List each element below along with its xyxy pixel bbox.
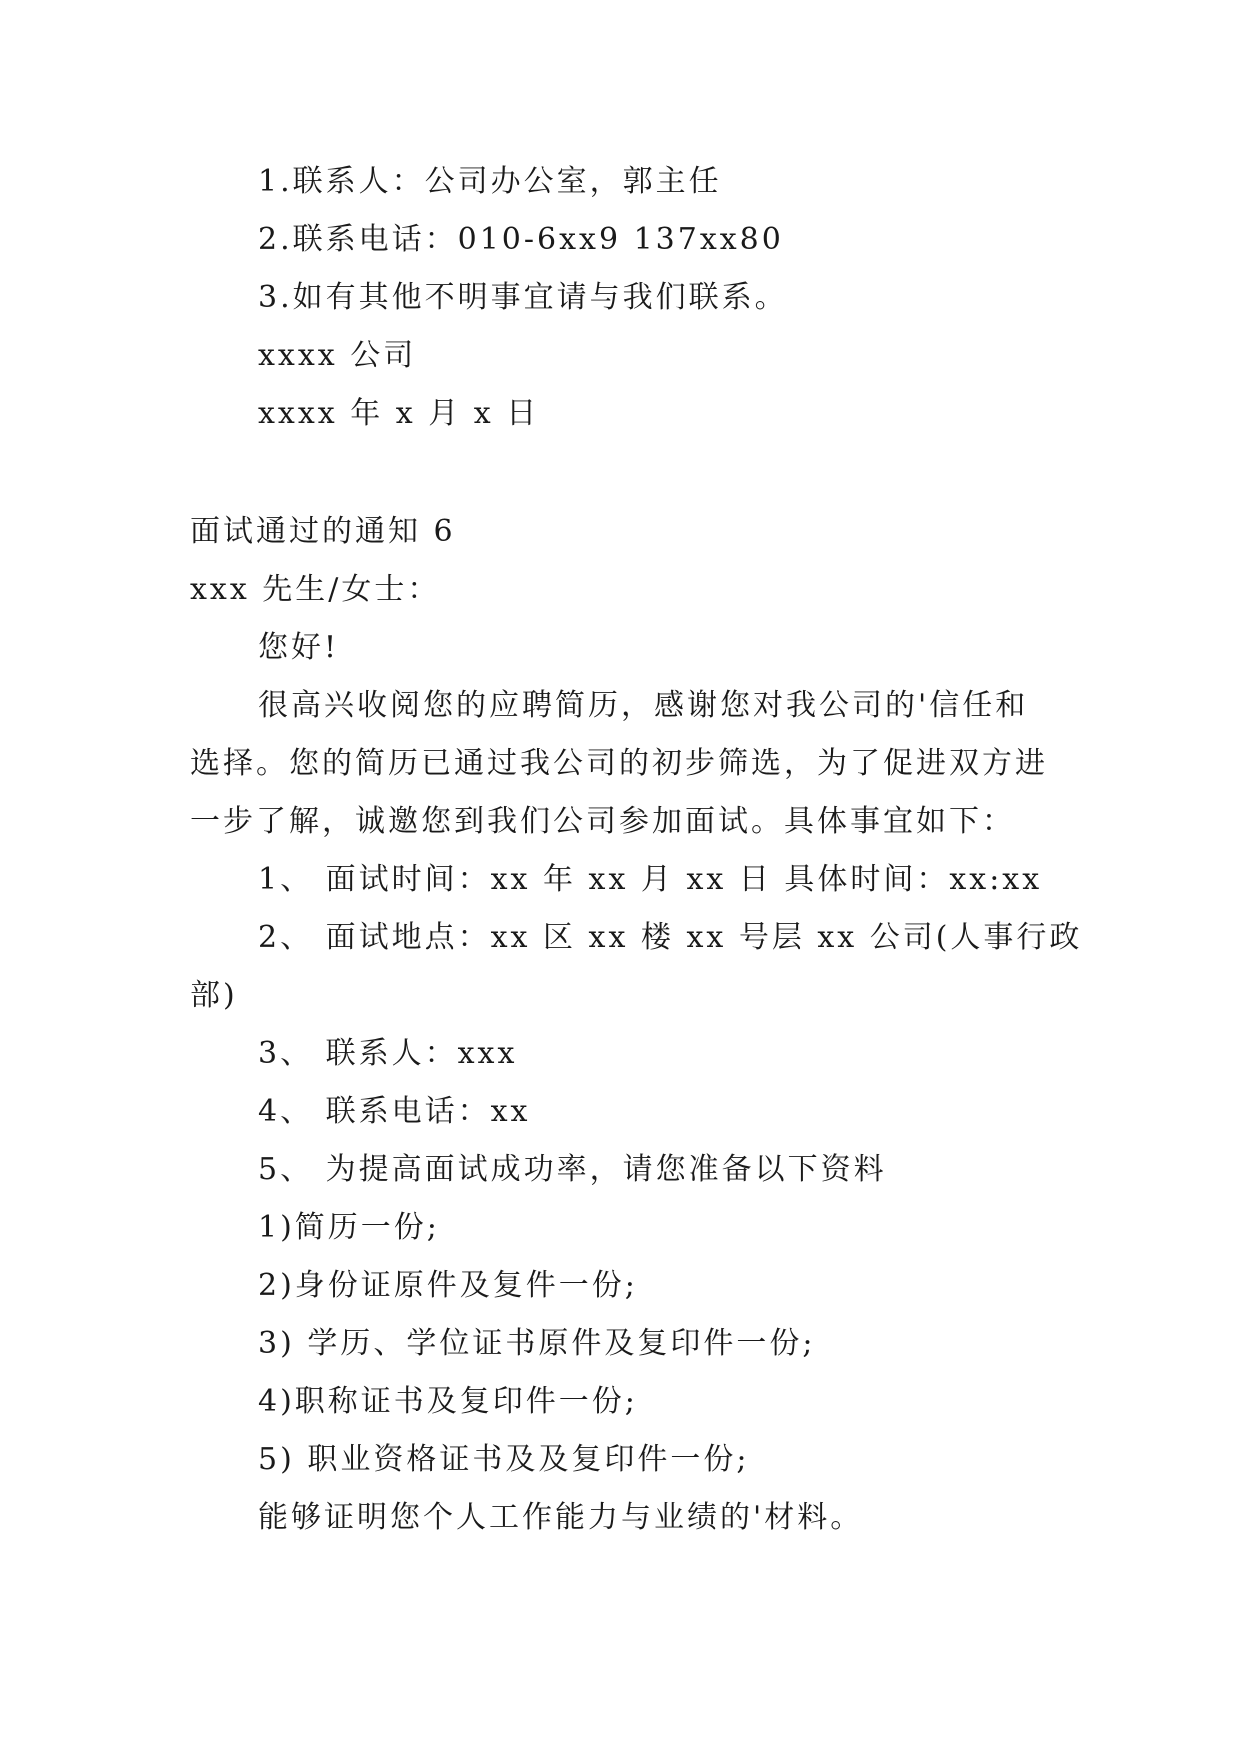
company-signature: xxxx 公司 xyxy=(258,338,417,373)
item-contact-person: 3、 联系人：xxx xyxy=(258,1036,518,1071)
item-prepare-materials: 5、 为提高面试成功率，请您准备以下资料 xyxy=(258,1152,887,1187)
closing-line: 能够证明您个人工作能力与业绩的'材料。 xyxy=(258,1500,864,1535)
notice-heading: 面试通过的通知 6 xyxy=(190,514,456,549)
intro-line-1: 很高兴收阅您的应聘简历，感谢您对我公司的'信任和 xyxy=(258,688,1029,723)
item-contact-phone: 4、 联系电话：xx xyxy=(258,1094,531,1129)
item-interview-time: 1、 面试时间：xx 年 xx 月 xx 日 具体时间：xx:xx xyxy=(258,862,1043,897)
intro-line-3: 一步了解，诚邀您到我们公司参加面试。具体事宜如下： xyxy=(190,804,1015,839)
greeting: 您好! xyxy=(258,630,340,665)
material-title-certificate: 4)职称证书及复印件一份; xyxy=(258,1384,638,1419)
contact-person-line: 1.联系人：公司办公室，郭主任 xyxy=(258,164,722,199)
date-signature: xxxx 年 x 月 x 日 xyxy=(258,396,540,431)
other-questions-line: 3.如有其他不明事宜请与我们联系。 xyxy=(258,280,788,315)
material-degree-certificates: 3) 学历、学位证书原件及复印件一份; xyxy=(258,1326,816,1361)
contact-phone-line: 2.联系电话：010-6xx9 137xx80 xyxy=(258,222,784,257)
salutation: xxx 先生/女士： xyxy=(190,572,441,607)
material-qualification-certificate: 5) 职业资格证书及及复印件一份; xyxy=(258,1442,750,1477)
material-id-card: 2)身份证原件及复件一份; xyxy=(258,1268,638,1303)
item-interview-location: 2、 面试地点：xx 区 xx 楼 xx 号层 xx 公司(人事行政 xyxy=(258,920,1083,955)
material-resume: 1)简历一份; xyxy=(258,1210,440,1245)
item-interview-location-cont: 部) xyxy=(190,978,238,1013)
intro-line-2: 选择。您的简历已通过我公司的初步筛选，为了促进双方进 xyxy=(190,746,1048,781)
